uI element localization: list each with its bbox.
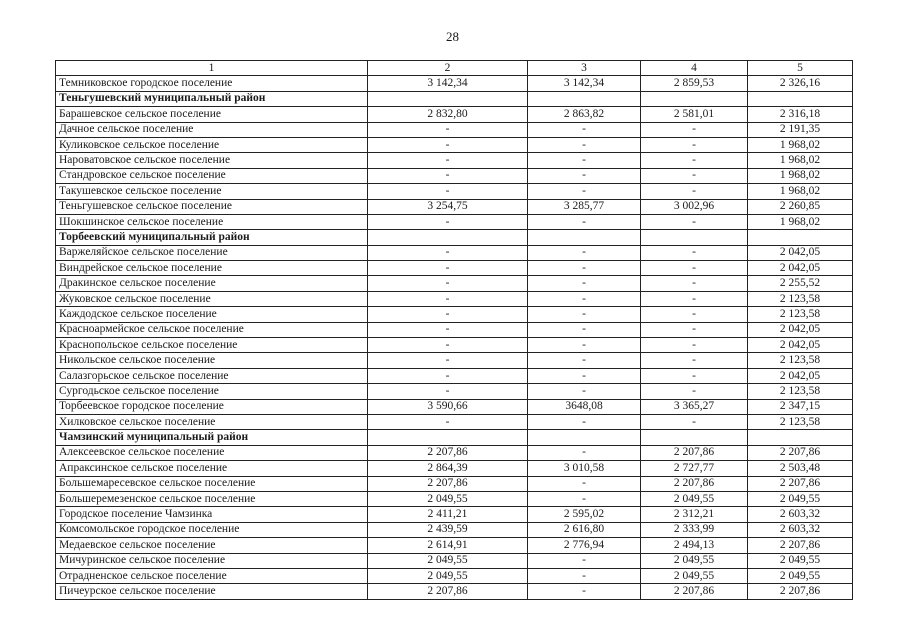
tariff-table xyxy=(55,60,853,600)
value-col-4: - xyxy=(641,137,748,152)
value-col-2: - xyxy=(368,168,528,183)
value-col-3: - xyxy=(528,261,641,276)
table-row xyxy=(56,261,853,276)
value-col-4: 2 727,77 xyxy=(641,461,748,476)
district-name: Чамзинский муниципальный район xyxy=(56,430,368,445)
district-name: Теньгушевский муниципальный район xyxy=(56,91,368,106)
header-cell-5: 5 xyxy=(748,61,853,76)
value-col-4: - xyxy=(641,291,748,306)
empty-cell xyxy=(528,91,641,106)
table-row xyxy=(56,338,853,353)
value-col-5: 2 123,58 xyxy=(748,291,853,306)
settlement-name: Городское поселение Чамзинка xyxy=(56,507,368,522)
value-col-5: 2 603,32 xyxy=(748,522,853,537)
value-col-3: - xyxy=(528,445,641,460)
value-col-5: 2 503,48 xyxy=(748,461,853,476)
table-row xyxy=(56,291,853,306)
value-col-5: 1 968,02 xyxy=(748,214,853,229)
table-row xyxy=(56,245,853,260)
value-col-3: - xyxy=(528,245,641,260)
value-col-5: 2 123,58 xyxy=(748,353,853,368)
table-row xyxy=(56,584,853,599)
value-col-4: 2 049,55 xyxy=(641,568,748,583)
value-col-2: 2 207,86 xyxy=(368,476,528,491)
value-col-2: 3 590,66 xyxy=(368,399,528,414)
value-col-3: 2 616,80 xyxy=(528,522,641,537)
value-col-3: 2 776,94 xyxy=(528,538,641,553)
table-row xyxy=(56,538,853,553)
settlement-name: Отрадненское сельское поселение xyxy=(56,568,368,583)
settlement-name: Хилковское сельское поселение xyxy=(56,414,368,429)
table-row xyxy=(56,107,853,122)
value-col-4: - xyxy=(641,122,748,137)
value-col-3: - xyxy=(528,137,641,152)
value-col-2: 2 049,55 xyxy=(368,568,528,583)
value-col-3: - xyxy=(528,168,641,183)
value-col-5: 2 260,85 xyxy=(748,199,853,214)
settlement-name: Дракинское сельское поселение xyxy=(56,276,368,291)
table-row xyxy=(56,76,853,91)
value-col-4: - xyxy=(641,153,748,168)
value-col-5: 2 049,55 xyxy=(748,553,853,568)
empty-cell xyxy=(368,230,528,245)
value-col-4: 3 365,27 xyxy=(641,399,748,414)
empty-cell xyxy=(641,91,748,106)
settlement-name: Пичеурское сельское поселение xyxy=(56,584,368,599)
empty-cell xyxy=(368,430,528,445)
value-col-5: 2 316,18 xyxy=(748,107,853,122)
value-col-4: 2 049,55 xyxy=(641,491,748,506)
value-col-2: 2 614,91 xyxy=(368,538,528,553)
table-row xyxy=(56,199,853,214)
value-col-3: - xyxy=(528,276,641,291)
settlement-name: Каждодское сельское поселение xyxy=(56,307,368,322)
settlement-name: Никольское сельское поселение xyxy=(56,353,368,368)
value-col-5: 2 207,86 xyxy=(748,445,853,460)
value-col-3: - xyxy=(528,322,641,337)
value-col-2: 2 832,80 xyxy=(368,107,528,122)
settlement-name: Апраксинское сельское поселение xyxy=(56,461,368,476)
value-col-3: - xyxy=(528,291,641,306)
empty-cell xyxy=(368,91,528,106)
settlement-name: Комсомольское городское поселение xyxy=(56,522,368,537)
value-col-4: 2 207,86 xyxy=(641,584,748,599)
value-col-2: - xyxy=(368,322,528,337)
settlement-name: Красноармейское сельское поселение xyxy=(56,322,368,337)
value-col-3: - xyxy=(528,184,641,199)
value-col-5: 2 042,05 xyxy=(748,245,853,260)
value-col-4: - xyxy=(641,353,748,368)
value-col-3: - xyxy=(528,122,641,137)
value-col-3: - xyxy=(528,153,641,168)
district-name: Торбеевский муниципальный район xyxy=(56,230,368,245)
value-col-5: 2 042,05 xyxy=(748,338,853,353)
settlement-name: Барашевское сельское поселение xyxy=(56,107,368,122)
value-col-4: - xyxy=(641,276,748,291)
value-col-3: - xyxy=(528,307,641,322)
value-col-4: 3 002,96 xyxy=(641,199,748,214)
value-col-5: 2 123,58 xyxy=(748,414,853,429)
table-row xyxy=(56,476,853,491)
settlement-name: Краснопольское сельское поселение xyxy=(56,338,368,353)
settlement-name: Сургодьское сельское поселение xyxy=(56,384,368,399)
value-col-3: 2 863,82 xyxy=(528,107,641,122)
table-row xyxy=(56,307,853,322)
value-col-5: 2 255,52 xyxy=(748,276,853,291)
value-col-5: 2 207,86 xyxy=(748,584,853,599)
value-col-3: 3 010,58 xyxy=(528,461,641,476)
district-row xyxy=(56,91,853,106)
settlement-name: Дачное сельское поселение xyxy=(56,122,368,137)
settlement-name: Стандровское сельское поселение xyxy=(56,168,368,183)
value-col-2: 2 207,86 xyxy=(368,584,528,599)
value-col-3: - xyxy=(528,553,641,568)
settlement-name: Куликовское сельское поселение xyxy=(56,137,368,152)
table-row xyxy=(56,491,853,506)
value-col-4: 2 581,01 xyxy=(641,107,748,122)
value-col-4: 2 207,86 xyxy=(641,445,748,460)
value-col-5: 1 968,02 xyxy=(748,153,853,168)
value-col-4: 2 207,86 xyxy=(641,476,748,491)
table-row xyxy=(56,414,853,429)
value-col-2: - xyxy=(368,137,528,152)
empty-cell xyxy=(748,430,853,445)
value-col-4: 2 494,13 xyxy=(641,538,748,553)
value-col-2: - xyxy=(368,307,528,322)
value-col-3: - xyxy=(528,338,641,353)
value-col-2: 2 411,21 xyxy=(368,507,528,522)
value-col-4: - xyxy=(641,384,748,399)
value-col-4: 2 859,53 xyxy=(641,76,748,91)
value-col-5: 2 049,55 xyxy=(748,491,853,506)
value-col-4: - xyxy=(641,368,748,383)
value-col-5: 1 968,02 xyxy=(748,137,853,152)
value-col-5: 2 326,16 xyxy=(748,76,853,91)
value-col-5: 2 207,86 xyxy=(748,538,853,553)
table-body xyxy=(56,61,853,600)
settlement-name: Виндрейское сельское поселение xyxy=(56,261,368,276)
value-col-2: - xyxy=(368,261,528,276)
value-col-2: - xyxy=(368,414,528,429)
empty-cell xyxy=(528,230,641,245)
value-col-2: 3 254,75 xyxy=(368,199,528,214)
value-col-3: - xyxy=(528,491,641,506)
value-col-3: - xyxy=(528,476,641,491)
value-col-2: - xyxy=(368,214,528,229)
value-col-3: 3648,08 xyxy=(528,399,641,414)
table-row xyxy=(56,507,853,522)
value-col-2: - xyxy=(368,276,528,291)
table-row xyxy=(56,399,853,414)
table-row xyxy=(56,353,853,368)
value-col-4: 2 333,99 xyxy=(641,522,748,537)
table-row xyxy=(56,568,853,583)
settlement-name: Алексеевское сельское поселение xyxy=(56,445,368,460)
empty-cell xyxy=(748,230,853,245)
value-col-2: - xyxy=(368,291,528,306)
settlement-name: Торбеевское городское поселение xyxy=(56,399,368,414)
value-col-2: 2 049,55 xyxy=(368,553,528,568)
value-col-2: - xyxy=(368,384,528,399)
settlement-name: Жуковское сельское поселение xyxy=(56,291,368,306)
empty-cell xyxy=(748,91,853,106)
value-col-4: - xyxy=(641,338,748,353)
value-col-3: - xyxy=(528,584,641,599)
value-col-3: - xyxy=(528,414,641,429)
value-col-4: - xyxy=(641,307,748,322)
empty-cell xyxy=(641,230,748,245)
value-col-3: - xyxy=(528,368,641,383)
empty-cell xyxy=(641,430,748,445)
header-cell-3: 3 xyxy=(528,61,641,76)
page-number: 28 xyxy=(446,29,459,44)
value-col-4: - xyxy=(641,168,748,183)
settlement-name: Нароватовское сельское поселение xyxy=(56,153,368,168)
settlement-name: Мичуринское сельское поселение xyxy=(56,553,368,568)
table-header-row xyxy=(56,61,853,76)
value-col-2: 2 207,86 xyxy=(368,445,528,460)
settlement-name: Шокшинское сельское поселение xyxy=(56,214,368,229)
value-col-5: 1 968,02 xyxy=(748,184,853,199)
value-col-2: - xyxy=(368,353,528,368)
value-col-2: 2 439,59 xyxy=(368,522,528,537)
settlement-name: Такушевское сельское поселение xyxy=(56,184,368,199)
table-row xyxy=(56,553,853,568)
value-col-5: 2 207,86 xyxy=(748,476,853,491)
table-row xyxy=(56,137,853,152)
value-col-2: - xyxy=(368,153,528,168)
value-col-4: 2 312,21 xyxy=(641,507,748,522)
value-col-5: 2 049,55 xyxy=(748,568,853,583)
table-row xyxy=(56,461,853,476)
value-col-5: 2 123,58 xyxy=(748,384,853,399)
value-col-2: 2 864,39 xyxy=(368,461,528,476)
value-col-3: - xyxy=(528,353,641,368)
value-col-4: - xyxy=(641,322,748,337)
value-col-4: - xyxy=(641,414,748,429)
value-col-3: - xyxy=(528,384,641,399)
value-col-5: 2 603,32 xyxy=(748,507,853,522)
value-col-2: - xyxy=(368,338,528,353)
table-row xyxy=(56,122,853,137)
value-col-5: 2 123,58 xyxy=(748,307,853,322)
settlement-name: Теньгушевское сельское поселение xyxy=(56,199,368,214)
value-col-2: - xyxy=(368,368,528,383)
table-row xyxy=(56,522,853,537)
value-col-3: 3 285,77 xyxy=(528,199,641,214)
value-col-5: 2 347,15 xyxy=(748,399,853,414)
value-col-4: - xyxy=(641,214,748,229)
value-col-2: - xyxy=(368,245,528,260)
table-row xyxy=(56,214,853,229)
settlement-name: Салазгорьское сельское поселение xyxy=(56,368,368,383)
header-cell-1: 1 xyxy=(56,61,368,76)
value-col-2: - xyxy=(368,184,528,199)
header-cell-4: 4 xyxy=(641,61,748,76)
value-col-5: 2 042,05 xyxy=(748,322,853,337)
table-row xyxy=(56,322,853,337)
settlement-name: Темниковское городское поселение xyxy=(56,76,368,91)
value-col-3: 2 595,02 xyxy=(528,507,641,522)
table-row xyxy=(56,384,853,399)
value-col-4: - xyxy=(641,245,748,260)
value-col-2: 2 049,55 xyxy=(368,491,528,506)
value-col-5: 2 191,35 xyxy=(748,122,853,137)
table-row xyxy=(56,184,853,199)
table-row xyxy=(56,168,853,183)
district-row xyxy=(56,430,853,445)
value-col-4: 2 049,55 xyxy=(641,553,748,568)
settlement-name: Большеремезенское сельское поселение xyxy=(56,491,368,506)
value-col-4: - xyxy=(641,184,748,199)
settlement-name: Варжеляйское сельское поселение xyxy=(56,245,368,260)
settlement-name: Большемаресевское сельское поселение xyxy=(56,476,368,491)
district-row xyxy=(56,230,853,245)
value-col-3: - xyxy=(528,568,641,583)
value-col-2: - xyxy=(368,122,528,137)
value-col-2: 3 142,34 xyxy=(368,76,528,91)
value-col-3: 3 142,34 xyxy=(528,76,641,91)
header-cell-2: 2 xyxy=(368,61,528,76)
table-row xyxy=(56,445,853,460)
table-row xyxy=(56,276,853,291)
empty-cell xyxy=(528,430,641,445)
value-col-4: - xyxy=(641,261,748,276)
table-row xyxy=(56,153,853,168)
table-row xyxy=(56,368,853,383)
value-col-5: 2 042,05 xyxy=(748,261,853,276)
value-col-5: 2 042,05 xyxy=(748,368,853,383)
value-col-3: - xyxy=(528,214,641,229)
value-col-5: 1 968,02 xyxy=(748,168,853,183)
settlement-name: Медаевское сельское поселение xyxy=(56,538,368,553)
